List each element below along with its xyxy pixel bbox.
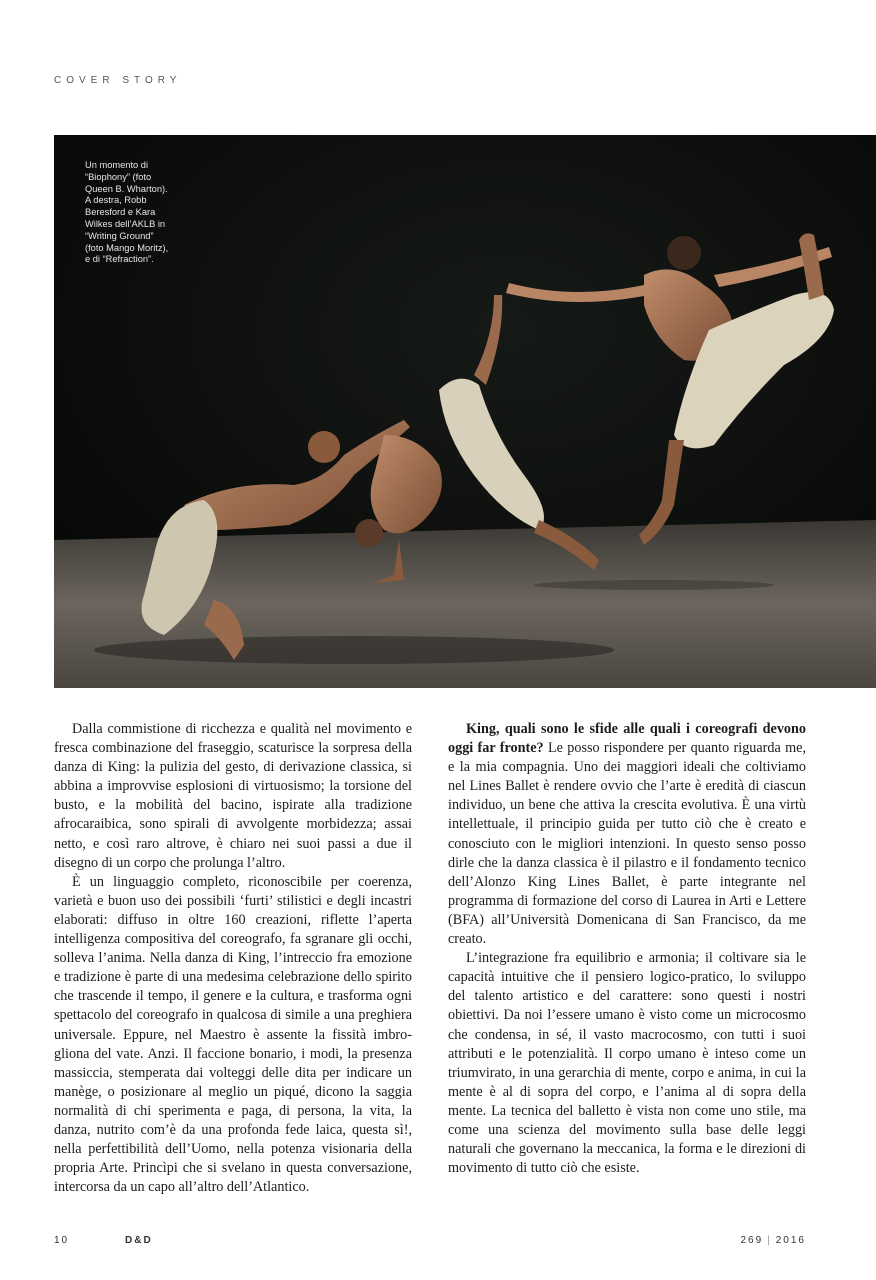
caption-line: “Writing Ground” <box>85 230 154 241</box>
body-paragraph: Dalla commistione di ricchezza e qualità nel movimento e fresca combinazione del fraseggio, scaturisce la sorpresa della danza di King: la pulizia del gesto, di derivazione classica, si abbina a improvvise esplosioni di virtuosismo; la torsione del busto, e la mobilità del bacino, ispirate alla tradizione afrocaraibica, sono spirali di avvolgente morbidezza; assai netto, e così raro altrove, è chiaro nei suoi passi a due il disegno di un corpo che prolunga l’altro. <box>54 721 412 871</box>
body-paragraph: È un linguaggio completo, riconoscibile per coerenza, varietà e buon uso dei possibili ‘furti’ stilistici e degli incastri elaborati: diffuso in oltre 160 creazioni, riflette l’aperta intelligenza compositiva del coreografo, fa sgranare gli occhi, solleva l’anima. Nella danza di King, l’intreccio fra emozione e tradizione è parte di una medesima celebrazione dello spirito che trascende il tempo, il genere e la cultura, e trasforma ogni spettacolo del coreografo in qualcosa di simile a una preghiera universale. Eppure, nel Maestro è assente la fissità imbrogliona del vate. Anzi. Il faccione bonario, i modi, la presenza massiccia, stemperata dai volteggi delle dita per indicare un manège, o posizionare al meglio un piqué, dicono la saggia normalità di chi sperimenta e paga, di persona, la vita, la danza, nutrito com’è da una profonda fede laica, questa sì!, nella perfettibilità dell’Uomo, nella potenza visionaria della propria Arte. Princìpi che si svelano in questa conversazione, intercorsa da un capo all’altro dell’Atlantico. <box>54 873 412 1196</box>
left-column <box>54 720 412 1197</box>
caption-line: “Biophony” (foto <box>85 171 152 182</box>
page-number: 10 <box>54 1235 70 1246</box>
caption-line: Beresford e Kara <box>85 207 156 218</box>
photo-caption <box>85 160 200 266</box>
issue-year: 2016 <box>775 1235 806 1246</box>
right-column <box>448 720 806 1178</box>
body-paragraph: L’integrazione fra equilibrio e armonia; il coltivare sia le capacità intuitive che il pensiero logico-pratico, lo sviluppo del talento artistico e del carattere: sono questi i nostri obiettivi. Da noi l’essere umano è visto come un microcosmo che condensa, in sé, il vasto macrocosmo, con tutti i suoi attributi e le potenzialità. Il corpo umano è inteso come un triumvirato, in una gerarchia di mente, corpo e anima, in cui la mente è al di sopra del corpo, e l’anima al di sopra della mente. La tecnica del balletto è vista non come uno stile, ma come una scienza del movimento sulla base delle leggi naturali che governano la meccanica, la forma e le direzioni di movimento di tutto ciò che esiste. <box>448 950 806 1177</box>
dancers-photo <box>54 135 876 688</box>
section-label: COVER STORY <box>54 75 182 86</box>
caption-line: Queen B. Wharton). <box>85 183 168 194</box>
caption-line: (foto Mango Moritz), <box>85 242 169 253</box>
caption-line: Un momento di <box>85 160 149 170</box>
issue-info <box>740 1235 806 1246</box>
interview-paragraph <box>448 720 806 949</box>
caption-line: A destra, Robb <box>85 195 147 206</box>
magazine-name: D&D <box>125 1235 153 1246</box>
issue-number: 269 <box>740 1235 764 1246</box>
interview-question: King, quali sono le sfide alle quali i coreografi devono oggi far fronte? <box>448 721 806 757</box>
issue-separator: | <box>767 1235 772 1246</box>
caption-line: e di “Refraction”. <box>85 254 154 265</box>
caption-line: Wilkes dell’AKLB in <box>85 218 166 229</box>
interview-answer: Le posso rispondere per quanto riguarda me, e la mia compagnia. Uno dei maggiori ideali che coltiviamo nel Lines Ballet è rendere ovvio che l’arte è eredità di ciascun individuo, un bene che attiva la crescita evolutiva. È una virtù intellettuale, il principio guida per tutto ciò che è creato e conosciuto con le migliori intenzioni. In questo senso posso dirle che la danza classica è il pilastro e il fondamento tecnico dell’Alonzo King Lines Ballet, è parte integrante nel programma di formazione del corso di Laurea in Arti e Lettere (BFA) all’Università Domenicana di San Francisco, da me creato. <box>448 740 807 948</box>
